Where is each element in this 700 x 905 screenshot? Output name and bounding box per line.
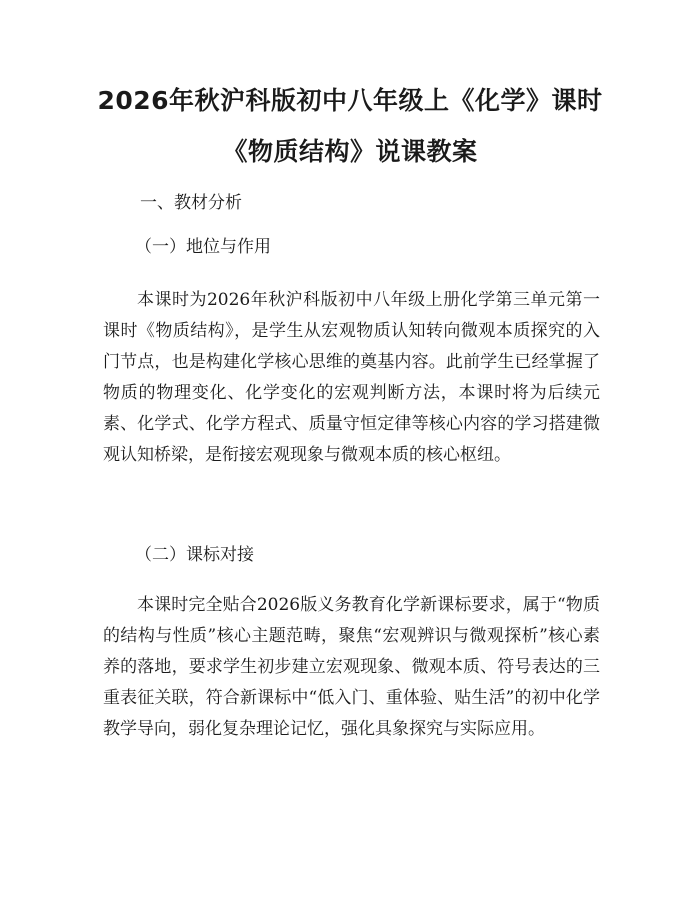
paragraph-position-role: 本课时为2026年秋沪科版初中八年级上册化学第三单元第一课时《物质结构》，是学生从宏观物质认知转向微观本质探究的入门节点，也是构建化学核心思维的奠基内容。此前学生已经掌握了物质的物理变化、化学变化的宏观判断方法，本课时将为后续元素、化学式、化学方程式、质量守恒定律等核心内容的学习搭建微观认知桥梁，是衔接宏观现象与微观本质的核心枢纽。	[103, 290, 600, 465]
subsection-heading-curriculum-standards: （二）课标对接	[135, 545, 254, 565]
document-title-line1: 2026年秋沪科版初中八年级上《化学》课时	[97, 86, 603, 115]
document-title-line2: 《物质结构》说课教案	[222, 137, 478, 166]
section-heading-textbook-analysis: 一、教材分析	[140, 193, 242, 213]
subsection-heading-position-role: （一）地位与作用	[135, 237, 271, 257]
paragraph-curriculum-standards: 本课时完全贴合2026版义务教育化学新课标要求，属于“物质的结构与性质”核心主题范畴，聚焦“宏观辨识与微观探析”核心素养的落地，要求学生初步建立宏观现象、微观本质、符号表达的三重表征关联，符合新课标中“低入门、重体验、贴生活”的初中化学教学导向，弱化复杂理论记忆，强化具象探究与实际应用。	[103, 595, 600, 739]
